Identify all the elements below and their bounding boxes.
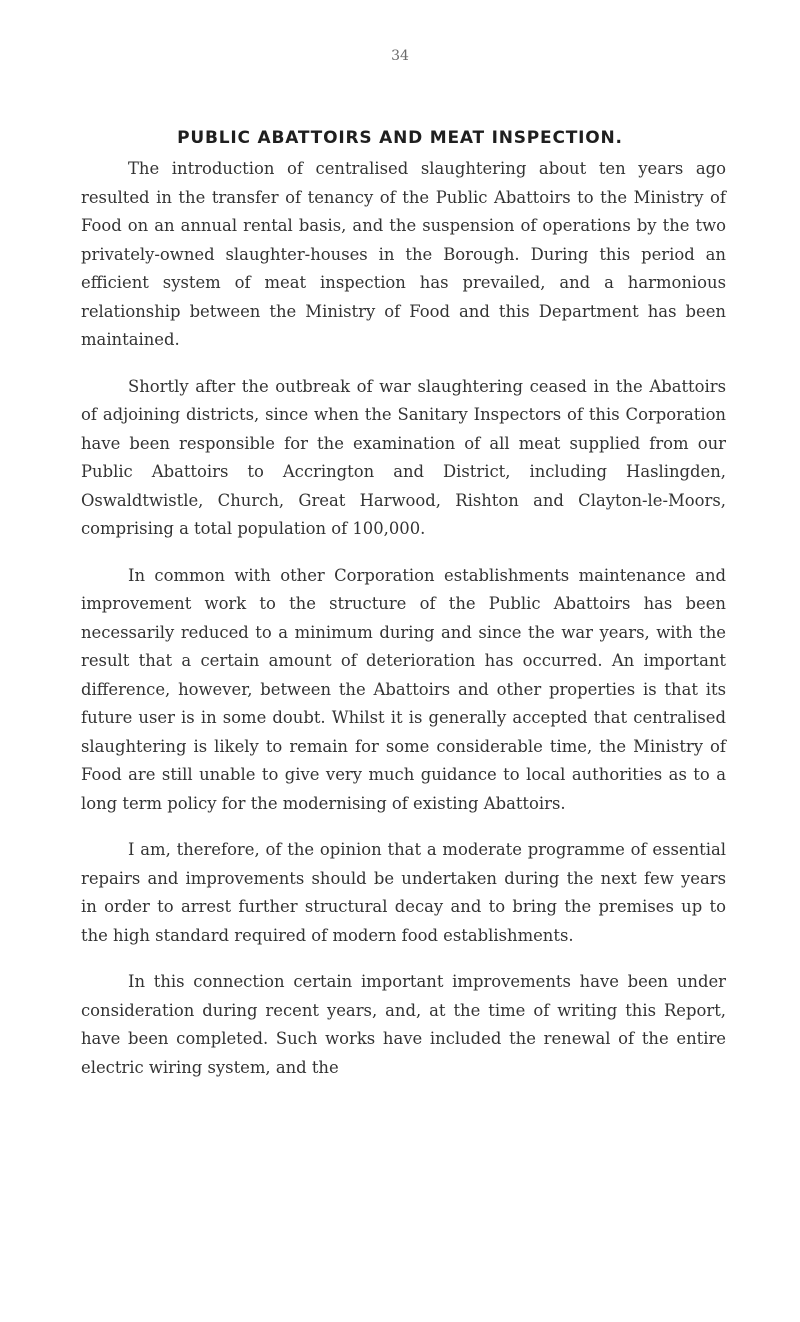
page-title: PUBLIC ABATTOIRS AND MEAT INSPECTION.	[177, 128, 623, 148]
paragraph-4: I am, therefore, of the opinion that a moderate programme of essential repairs and improvements should be undertaken during the next few years in order to arrest further structural decay and to bring the premises up to the high standard required of modern food establishments.	[81, 840, 726, 945]
paragraph-3: In common with other Corporation establishments maintenance and improvement work to the structure of the Public Abattoirs has been necessarily reduced to a minimum during and since the war years, with the result that a certain amount of deterioration has occurred. An important difference, however, between the Abattoirs and other properties is that its future user is in some doubt. Whilst it is generally accepted that centralised slaughtering is likely to remain for some considerable time, the Ministry of Food are still unable to give very much guidance to local authorities as to a long term policy for the modernising of existing Abattoirs.	[81, 565, 726, 813]
paragraph-2: Shortly after the outbreak of war slaughtering ceased in the Abattoirs of adjoining districts, since when the Sanitary Inspectors of this Corporation have been responsible for the examination of all meat supplied from our Public Abattoirs to Accrington and District, including Haslingden, Oswaldtwistle, Church, Great Harwood, Rishton and Clayton-le-Moors, comprising a total population of 100,000.	[81, 376, 726, 538]
page-number: 34	[391, 48, 409, 64]
paragraph-5: In this connection certain important improvements have been under consideration during recent years, and, at the time of writing this Report, have been completed. Such works have included the renewal of the entire electric wiring system, and the	[81, 972, 726, 1077]
body-text	[81, 155, 726, 1100]
paragraph-1: The introduction of centralised slaughtering about ten years ago resulted in the transfer of tenancy of the Public Abattoirs to the Ministry of Food on an annual rental basis, and the suspension of operations by the two privately-owned slaughter-houses in the Borough. During this period an efficient system of meat inspection has prevailed, and a harmonious relationship between the Ministry of Food and this Department has been maintained.	[81, 159, 726, 349]
